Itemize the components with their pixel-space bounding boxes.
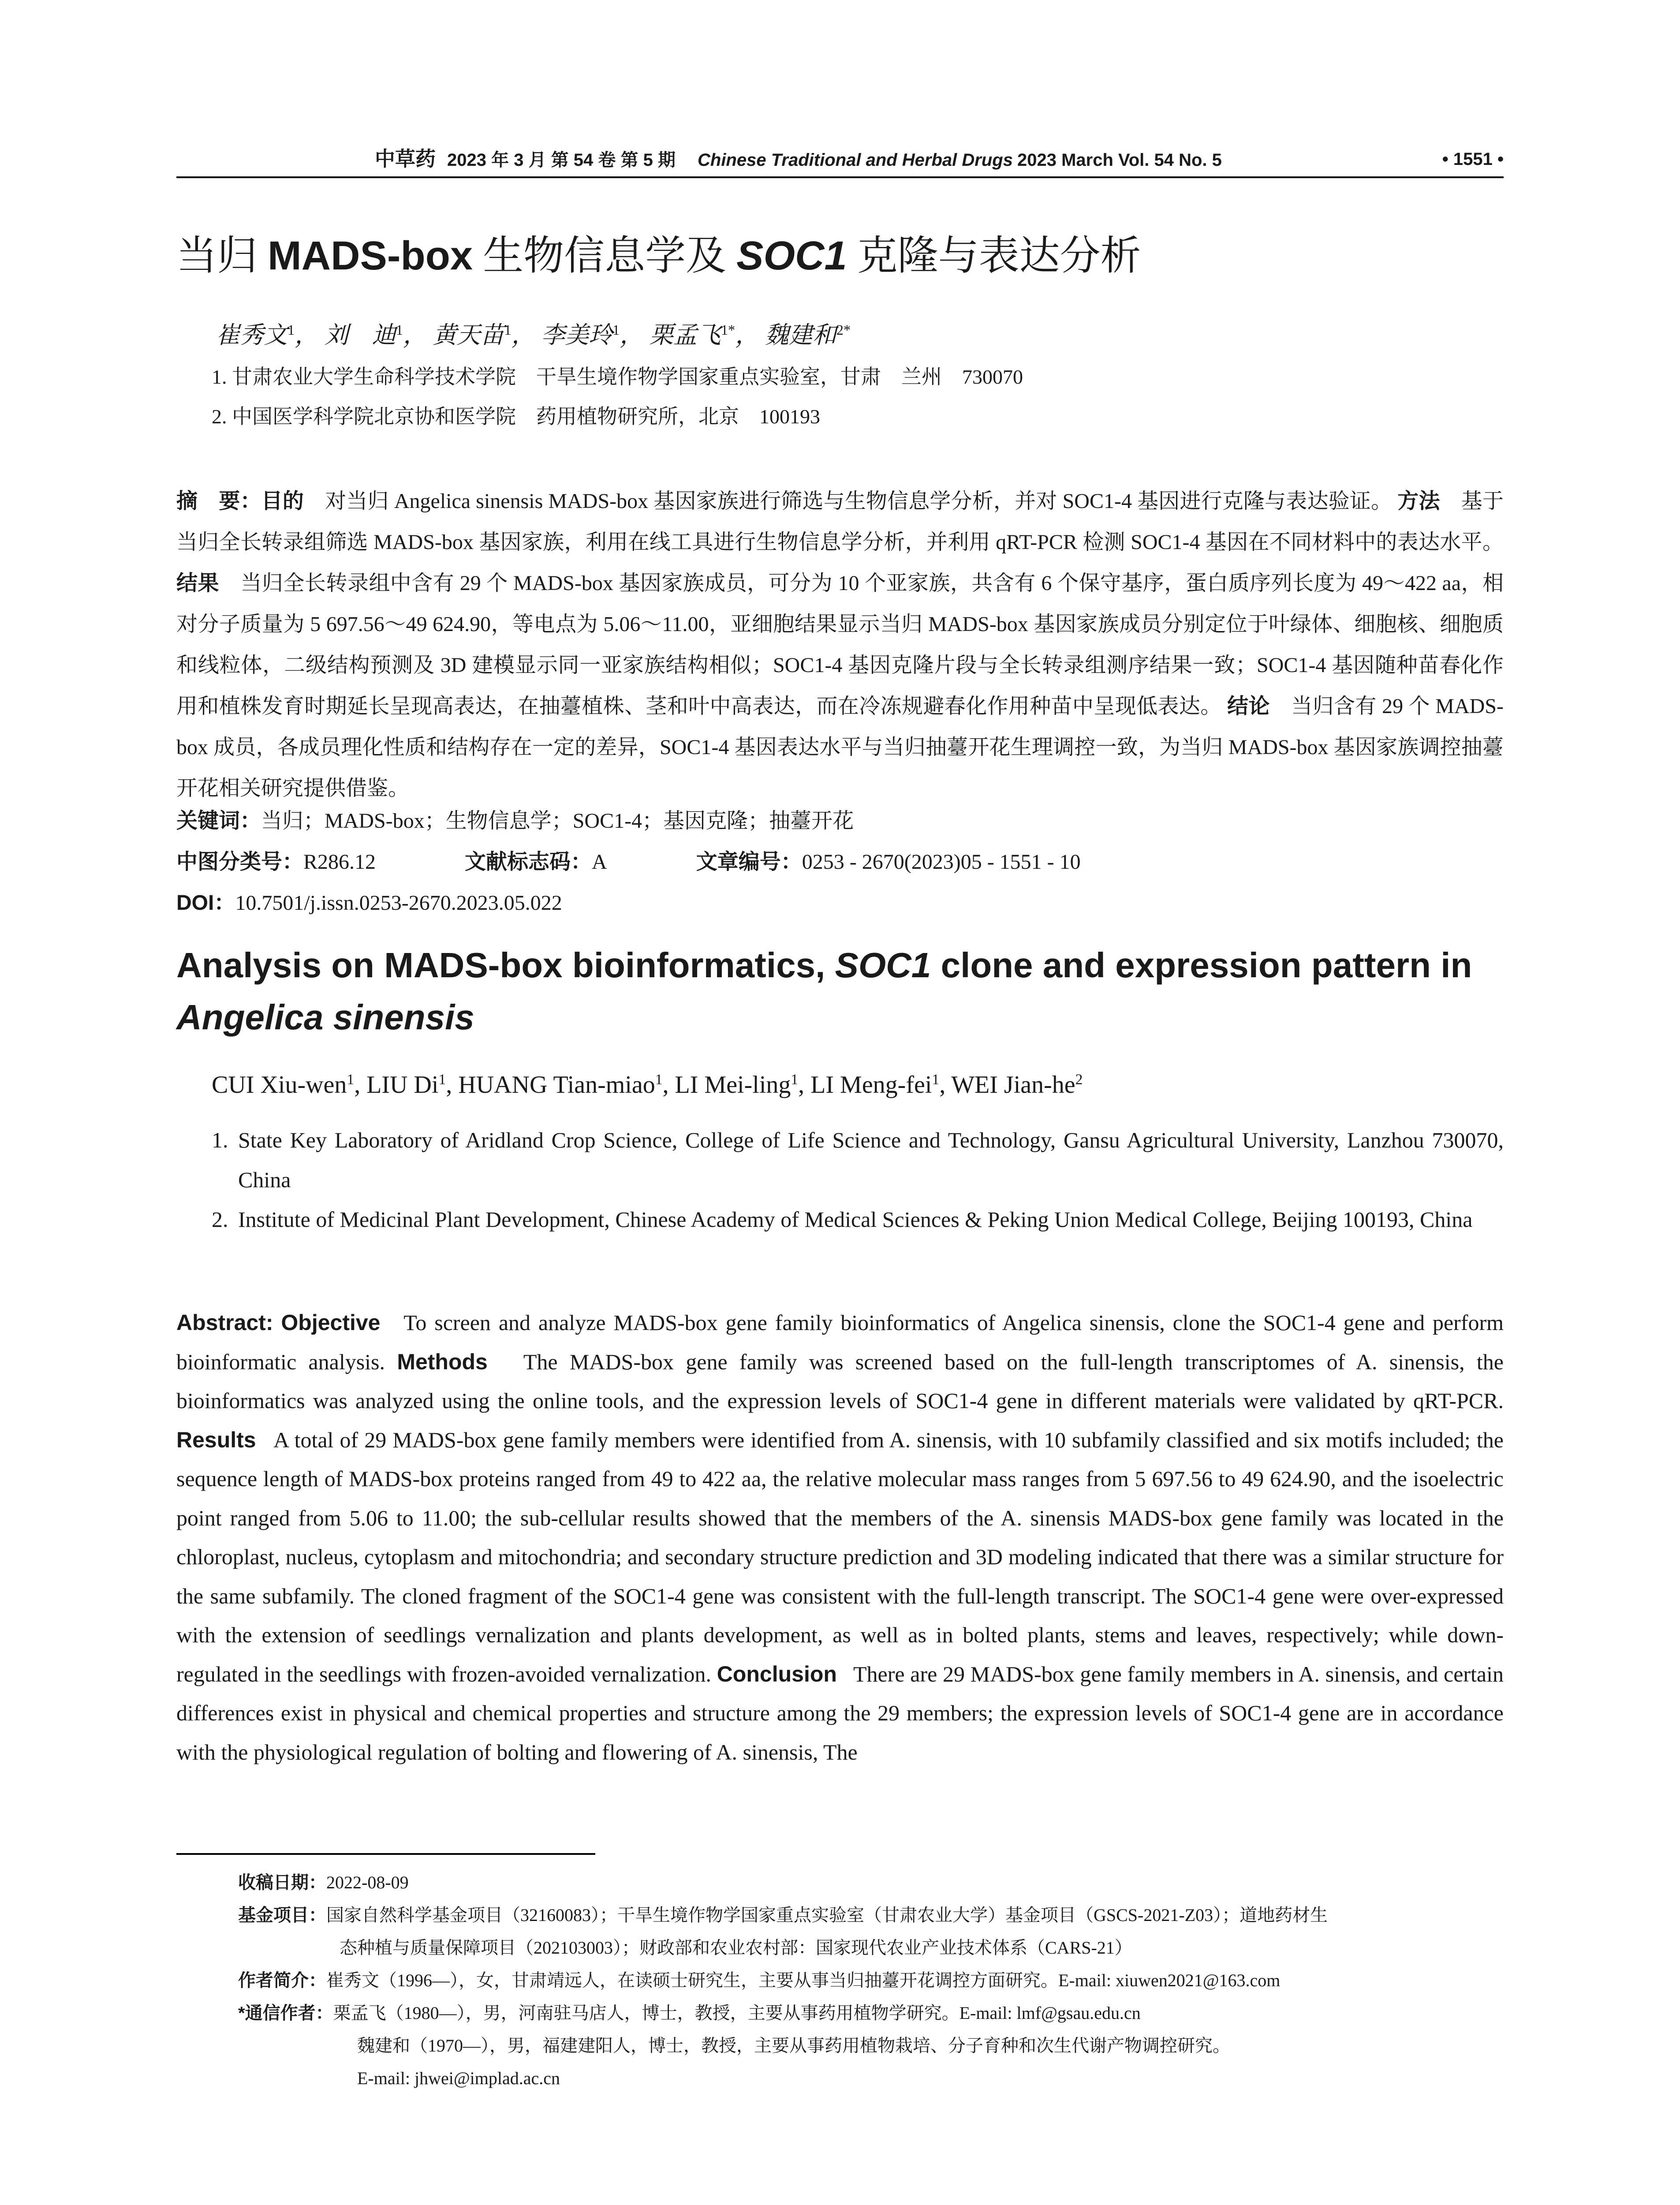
results-cn-label: 结果 [176,572,219,595]
results-en-label: Results [176,1427,256,1452]
author-cn: 栗孟飞$^{1*}$， [649,322,759,348]
keywords: 当归；MADS-box；生物信息学；SOC1-4；基因克隆；抽薹开花 [261,809,854,833]
abstract-cn [176,481,1504,809]
keywords-block [176,800,1504,923]
author-cn: 李美玲$^1$， [541,322,644,348]
objective-en-label: Objective [281,1310,381,1335]
methods-en-label: Methods [397,1349,488,1374]
abstract-en [176,1303,1504,1771]
results-en: A total of 29 MADS-box gene family members were identified from A. sinensis, with 10 subfamily classified and six motifs included; the sequence length of MADS-box proteins ranged from 49 to 422 aa, the relative molecular mass ranges from 5 697.56 to 49 624.90, and the isoelectric point ranged from 5.06 to 11.00; the sub-cellular results showed that the members of the A. sinensis MADS-box gene family was located in the chloroplast, nucleus, cytoplasm and mitochondria; and secondary structure prediction and 3D modeling indicated that there was a similar structure for the same subfamily. The cloned fragment of the SOC1-4 gene was consistent with the full-length transcript. The SOC1-4 gene were over-expressed with the extension of seedlings vernalization and plants development, as well as in bolted plants, stems and leaves, respectively; while down-regulated in the seedlings with frozen-avoided vernalization. [176,1427,1504,1686]
affiliation-cn-2: 2. 中国医学科学院北京协和医学院 药用植物研究所，北京 100193 [212,405,820,428]
article-no-label: 文章编号： [696,850,802,874]
doi-value[interactable]: 10.7501/j.issn.0253-2670.2023.05.022 [235,891,562,915]
footnote-corresponding: *通信作者：栗孟飞（1980—），男，河南驻马店人，博士，教授，主要从事药用植物学研究。E-mail: lmf@gsau.edu.cn 魏建和（1970—），男，福建建阳人，博士，教授，主要从事药用植物栽培、分子育种和次生代谢产物调控研究。 E-mail: jhwei@implad.ac.cn [238,2003,1230,2088]
keywords-label: 关键词： [176,809,261,833]
title-gene: SOC1 [736,233,847,278]
authors-en [212,1067,1083,1102]
objective-en: To screen and analyze MADS-box gene family bioinformatics of Angelica sinensis, clone the SOC1-4 gene and perform bioinformatic analysis. [176,1310,1504,1374]
doc-code-label: 文献标志码： [465,850,592,874]
abstract-cn-label: 摘 要： [176,490,261,513]
abstract-en-label: Abstract: [176,1310,273,1335]
author-cn: 刘 迪$^1$， [324,322,427,348]
title-gene-family: MADS-box [268,233,473,278]
authors-cn [216,318,851,353]
conclusion-en-label: Conclusion [717,1661,837,1686]
author-en: LI Meng-fei$^1$, [810,1071,952,1099]
doi-label: DOI： [176,891,235,915]
affiliation-cn-1: 1. 甘肃农业大学生命科学技术学院 干旱生境作物学国家重点实验室，甘肃 兰州 730070 [212,366,1023,388]
footnote-received: 收稿日期：2022-08-09 [238,1872,409,1892]
affiliation-en-2: 2. Institute of Medicinal Plant Development, Chinese Academy of Medical Sciences & Peking Union Medical College, Beijing 100193, China [212,1207,1473,1232]
journal-name-en: Chinese Traditional and Herbal Drugs [698,150,1013,170]
author-en: HUANG Tian-miao$^1$, [458,1071,675,1099]
issue-cn: 2023 年 3 月 第 54 卷 第 5 期 [447,150,676,170]
objective-cn: 对当归 Angelica sinensis MADS-box 基因家族进行筛选与生物信息学分析，并对 SOC1-4 基因进行克隆与表达验证。 [304,490,1393,513]
author-en: CUI Xiu-wen$^1$, [212,1071,367,1099]
methods-cn-label: 方法 [1397,490,1440,513]
conclusion-cn: 当归含有 29 个 MADS-box 成员，各成员理化性质和结构存在一定的差异，SOC1-4 基因表达水平与当归抽薹开花生理调控一致，为当归 MADS-box 基因家族调控抽薹开花相关研究提供借鉴。 [176,695,1504,800]
conclusion-en: There are 29 MADS-box gene family members in A. sinensis, and certain differences exist in physical and chemical properties and structure among the 29 members; the expression levels of SOC1-4 gene are in accordance with the physiological regulation of bolting and flowering of A. sinensis, The [176,1661,1504,1764]
clc-value: R286.12 [303,850,376,874]
methods-en: The MADS-box gene family was screened based on the full-length transcriptomes of A. sinensis, the bioinformatics was analyzed using the online tools, and the expression levels of SOC1-4 gene in different materials were validated by qRT-PCR. [176,1349,1504,1413]
page-number: • 1551 • [1442,149,1504,169]
journal-logo: 中草药 [375,148,436,170]
footnote-rule [176,1853,595,1855]
author-cn: 黄天苗$^1$， [433,322,535,348]
title-cn: 当归 MADS-box 生物信息学及 SOC1 克隆与表达分析 [176,233,1141,278]
author-cn: 崔秀文$^1$， [216,322,319,348]
author-cn: 魏建和$^{2*}$ [765,322,851,348]
article-no-value: 0253 - 2670(2023)05 - 1551 - 10 [802,850,1081,874]
conclusion-cn-label: 结论 [1227,695,1270,718]
author-en: LI Mei-ling$^1$, [675,1071,811,1099]
methods-cn: 基于当归全长转录组筛选 MADS-box 基因家族，利用在线工具进行生物信息学分析，并利用 qRT-PCR 检测 SOC1-4 基因在不同材料中的表达水平。 [176,490,1504,554]
objective-cn-label: 目的 [261,490,304,513]
affiliation-en-1: 1. State Key Laboratory of Aridland Crop Science, College of Life Science and Technology, Gansu Agricultural University, Lanzhou 730070, China [212,1128,1504,1192]
results-cn: 当归全长转录组中含有 29 个 MADS-box 基因家族成员，可分为 10 个亚家族，共含有 6 个保守基序，蛋白质序列长度为 49～422 aa，相对分子质量为 5 697.56～49 624.90，等电点为 5.06～11.00，亚细胞结果显示当归 MADS-box 基因家族成员分别定位于叶绿体、细胞核、细胞质和线粒体，二级结构预测及 3D 建模显示同一亚家族结构相似；SOC1-4 基因克隆片段与全长转录组测序结果一致；SOC1-4 基因随种苗春化作用和植株发育时期延长呈现高表达，在抽薹植株、茎和叶中高表达，而在冷冻规避春化作用种苗中呈现低表达。 [176,572,1504,718]
author-en: LIU Di$^1$, [366,1071,459,1099]
doc-code-value: A [592,850,607,874]
footnote-fund: 基金项目：国家自然科学基金项目（32160083）；干旱生境作物学国家重点实验室（甘肃农业大学）基金项目（GSCS-2021-Z03）；道地药材生 态种植与质量保障项目（202103003）；财政部和农业农村部：国家现代农业产业技术体系（CARS-21） [238,1905,1328,1958]
running-header [176,146,1504,173]
author-en: WEI Jian-$he^2$ [951,1071,1083,1099]
header-rule [176,176,1504,178]
title-en: Analysis on MADS-box bioinformatics, SOC1 clone and expression pattern in Angelica sinensis [176,946,1472,1037]
clc-label: 中图分类号： [176,850,304,874]
footnote-author: 作者简介：崔秀文（1996—），女，甘肃靖远人，在读硕士研究生，主要从事当归抽薹开花调控方面研究。E-mail: xiuwen2021@163.com [238,1970,1281,1990]
issue-en: 2023 March Vol. 54 No. 5 [1017,150,1222,170]
